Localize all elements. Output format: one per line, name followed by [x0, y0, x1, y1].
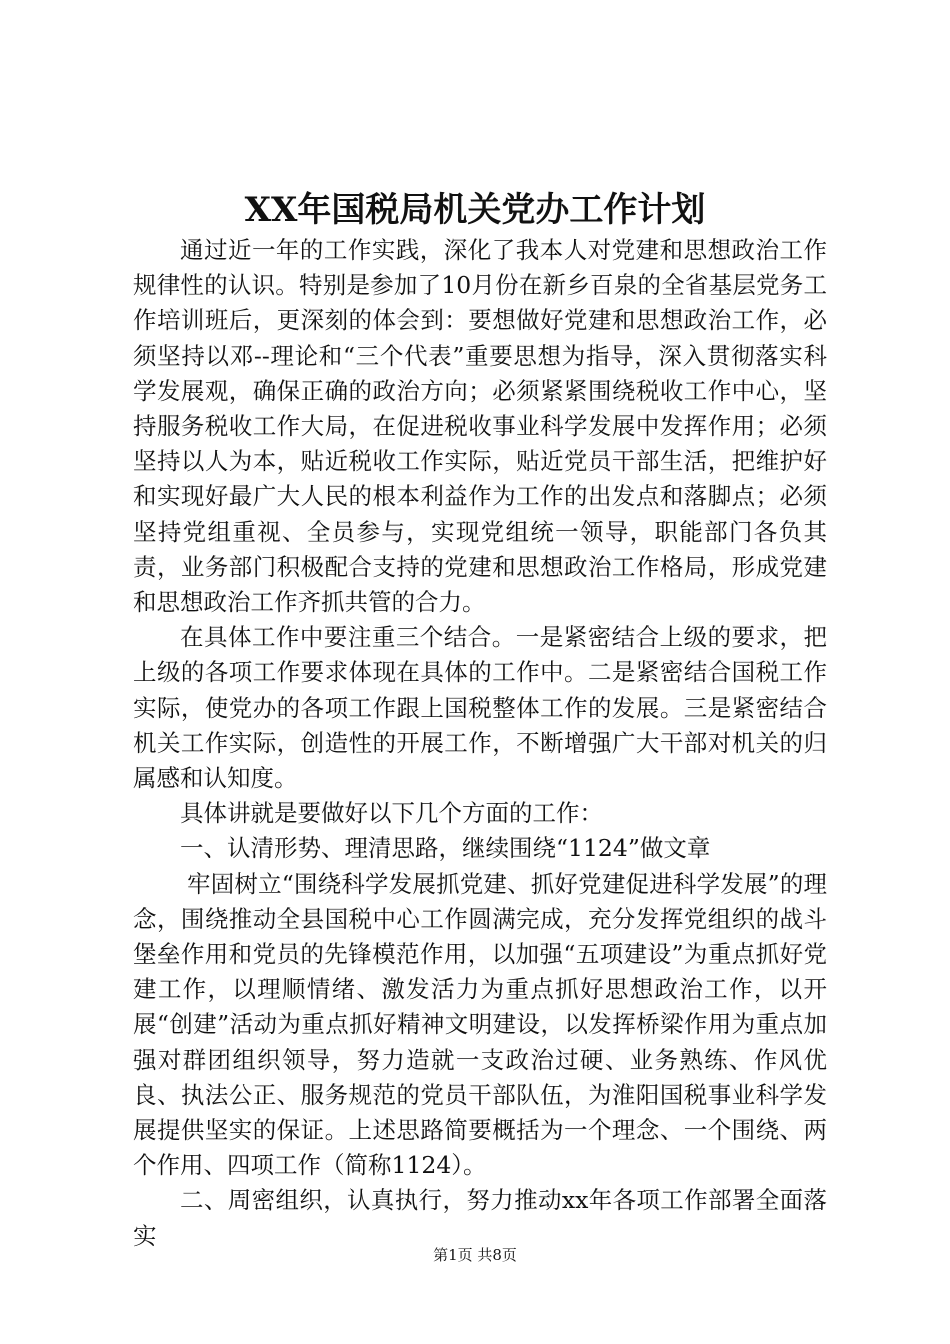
- paragraph-intro: 通过近一年的工作实践，深化了我本人对党建和思想政治工作规律性的认识。特别是参加了10月份在新乡百泉的全省基层党务工作培训班后，更深刻的体会到：要想做好党建和思想政治工作，必须坚持以邓--理论和“三个代表”重要思想为指导，深入贯彻落实科学发展观，确保正确的政治方向；必须紧紧围绕税收工作中心，坚持服务税收工作大局，在促进税收事业科学发展中发挥作用；必须坚持以人为本，贴近税收工作实际，贴近党员干部生活，把维护好和实现好最广大人民的根本利益作为工作的出发点和落脚点；必须坚持党组重视、全员参与，实现党组统一领导，职能部门各负其责，业务部门积极配合支持的党建和思想政治工作格局，形成党建和思想政治工作齐抓共管的合力。: [133, 236, 827, 617]
- section-heading-2: 二、周密组织，认真执行，努力推动xx年各项工作部署全面落实: [133, 1186, 827, 1250]
- document-title: XX年国税局机关党办工作计划: [244, 190, 706, 230]
- paragraph-section-1-body: 牢固树立“围绕科学发展抓党建、抓好党建促进科学发展”的理念，围绕推动全县国税中心工作圆满完成，充分发挥党组织的战斗堡垒作用和党员的先锋模范作用，以加强“五项建设”为重点抓好党建工作，以理顺情绪、激发活力为重点抓好思想政治工作，以开展“创建”活动为重点抓好精神文明建设，以发挥桥梁作用为重点加强对群团组织领导，努力造就一支政治过硬、业务熟练、作风优良、执法公正、服务规范的党员干部队伍，为淮阳国税事业科学发展提供坚实的保证。上述思路简要概括为一个理念、一个围绕、两个作用、四项工作（简称1124）。: [133, 869, 827, 1180]
- paragraph-three-combinations: 在具体工作中要注重三个结合。一是紧密结合上级的要求，把上级的各项工作要求体现在具体的工作中。二是紧密结合国税工作实际，使党办的各项工作跟上国税整体工作的发展。三是紧密结合机关工作实际，创造性的开展工作，不断增强广大干部对机关的归属感和认知度。: [133, 623, 827, 793]
- document-body: [133, 233, 827, 1254]
- paragraph-work-aspects-intro: 具体讲就是要做好以下几个方面的工作：: [180, 799, 603, 828]
- page-footer: 第1页 共8页: [433, 1246, 517, 1264]
- section-heading-1: 一、认清形势、理清思路，继续围绕“1124”做文章: [180, 834, 711, 863]
